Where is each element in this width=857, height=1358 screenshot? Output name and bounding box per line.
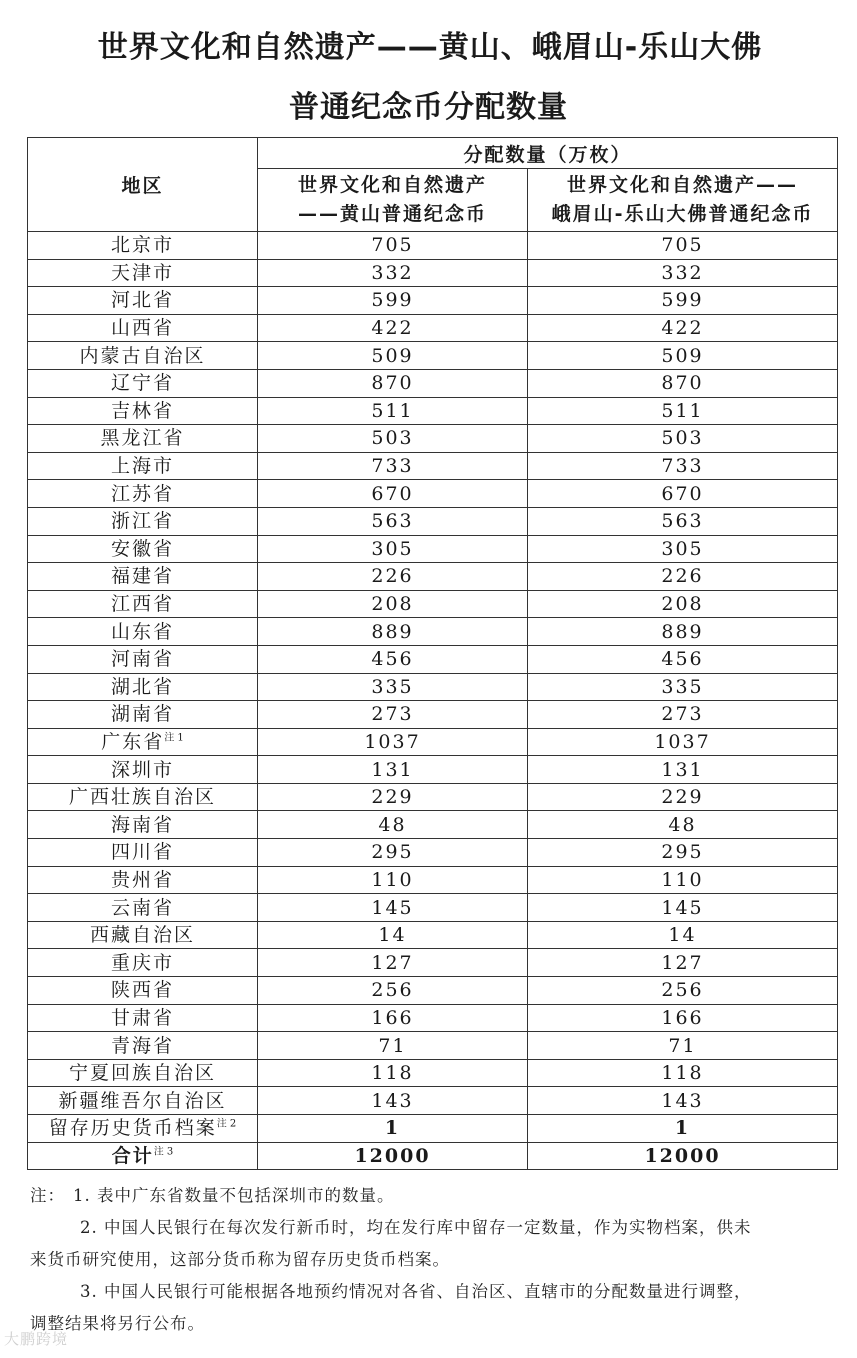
table-row — [28, 1087, 838, 1115]
table-row — [28, 783, 838, 811]
region-cell — [28, 563, 258, 591]
footnote-2-continued: 来货币研究使用，这部分货币称为留存历史货币档案。 — [30, 1250, 450, 1269]
footnote-marker: 注 2 — [216, 1118, 237, 1130]
region-cell — [28, 232, 258, 260]
region-name: 深圳市 — [110, 758, 174, 781]
region-name: 内蒙古自治区 — [79, 344, 206, 367]
region-cell — [28, 480, 258, 508]
region-name: 甘肃省 — [110, 1006, 174, 1029]
table-row — [28, 949, 838, 977]
huangshan-quantity-cell: 143 — [258, 1087, 528, 1115]
region-name: 广西壮族自治区 — [68, 786, 216, 809]
emeishan-quantity-cell: 166 — [528, 1004, 838, 1032]
table-row — [28, 232, 838, 260]
huangshan-quantity-cell: 208 — [258, 590, 528, 618]
table-row — [28, 921, 838, 949]
huangshan-quantity-cell: 705 — [258, 232, 528, 260]
header-line: 峨眉山-乐山大佛普通纪念币 — [551, 203, 814, 225]
emeishan-quantity-cell: 110 — [528, 866, 838, 894]
huangshan-quantity-cell: 889 — [258, 618, 528, 646]
header-line: 世界文化和自然遗产 — [297, 174, 487, 196]
region-name: 宁夏回族自治区 — [68, 1062, 216, 1085]
huangshan-quantity-cell: 511 — [258, 397, 528, 425]
region-cell — [28, 1032, 258, 1060]
region-cell — [28, 314, 258, 342]
footnote-prefix: 注： — [30, 1186, 65, 1205]
region-cell — [28, 342, 258, 370]
huangshan-quantity-cell: 110 — [258, 866, 528, 894]
table-row — [28, 1004, 838, 1032]
table-row — [28, 314, 838, 342]
region-name: 留存历史货币档案 — [48, 1117, 217, 1140]
region-cell — [28, 866, 258, 894]
table-row — [28, 645, 838, 673]
huangshan-quantity-cell: 273 — [258, 701, 528, 729]
emeishan-quantity-cell: 1037 — [528, 728, 838, 756]
region-cell — [28, 921, 258, 949]
emeishan-quantity-cell: 131 — [528, 756, 838, 784]
huangshan-quantity-cell: 226 — [258, 563, 528, 591]
region-cell — [28, 645, 258, 673]
emeishan-quantity-cell: 14 — [528, 921, 838, 949]
emeishan-quantity-cell: 670 — [528, 480, 838, 508]
region-name: 贵州省 — [110, 868, 174, 891]
table-row — [28, 1115, 838, 1143]
huangshan-quantity-cell: 131 — [258, 756, 528, 784]
huangshan-quantity-cell: 12000 — [258, 1142, 528, 1170]
emeishan-quantity-cell: 145 — [528, 894, 838, 922]
header-line: ——黄山普通纪念币 — [297, 203, 487, 225]
table-row — [28, 535, 838, 563]
region-name: 江苏省 — [110, 482, 174, 505]
region-cell — [28, 811, 258, 839]
emeishan-quantity-cell: 256 — [528, 977, 838, 1005]
table-row — [28, 977, 838, 1005]
emeishan-quantity-cell: 229 — [528, 783, 838, 811]
footnote-marker: 注 1 — [164, 732, 184, 744]
region-cell — [28, 452, 258, 480]
region-cell — [28, 1004, 258, 1032]
region-name: 天津市 — [110, 261, 174, 284]
region-cell — [28, 949, 258, 977]
table-row — [28, 811, 838, 839]
region-cell — [28, 425, 258, 453]
region-name: 上海市 — [110, 455, 174, 478]
table-row — [28, 507, 838, 535]
huangshan-quantity-cell: 127 — [258, 949, 528, 977]
emeishan-quantity-cell: 422 — [528, 314, 838, 342]
huangshan-quantity-cell: 295 — [258, 839, 528, 867]
region-name: 重庆市 — [110, 951, 174, 974]
region-cell — [28, 287, 258, 315]
emeishan-quantity-cell: 509 — [528, 342, 838, 370]
emeishan-quantity-cell: 273 — [528, 701, 838, 729]
footnote-1 — [30, 1180, 840, 1212]
region-name: 黑龙江省 — [100, 427, 185, 450]
emeishan-quantity-cell: 118 — [528, 1059, 838, 1087]
table-row — [28, 425, 838, 453]
footnote-text: 1. 表中广东省数量不包括深圳市的数量。 — [73, 1186, 395, 1205]
region-cell — [28, 673, 258, 701]
footnotes — [30, 1180, 840, 1340]
region-name: 海南省 — [110, 813, 174, 836]
document-title-line2: 普通纪念币分配数量 — [289, 90, 568, 125]
document-title-line1: 世界文化和自然遗产——黄山、峨眉山-乐山大佛 — [97, 30, 763, 65]
table-row — [28, 480, 838, 508]
region-name: 西藏自治区 — [89, 924, 195, 947]
region-name: 江西省 — [110, 593, 174, 616]
region-cell — [28, 1087, 258, 1115]
region-name: 新疆维吾尔自治区 — [58, 1089, 227, 1112]
region-cell — [28, 507, 258, 535]
region-cell — [28, 535, 258, 563]
emeishan-quantity-cell: 71 — [528, 1032, 838, 1060]
huangshan-quantity-cell: 599 — [258, 287, 528, 315]
region-name: 山东省 — [110, 620, 174, 643]
huangshan-quantity-cell: 733 — [258, 452, 528, 480]
region-name: 河北省 — [110, 289, 174, 312]
region-cell — [28, 977, 258, 1005]
emeishan-quantity-cell: 208 — [528, 590, 838, 618]
region-name: 北京市 — [110, 234, 174, 257]
table-row — [28, 866, 838, 894]
footnote-3-continued: 调整结果将另行公布。 — [30, 1314, 205, 1333]
huangshan-quantity-cell: 71 — [258, 1032, 528, 1060]
footnote-2: 2. 中国人民银行在每次发行新币时，均在发行库中留存一定数量，作为实物档案，供未 — [80, 1218, 752, 1237]
watermark: 大鹏跨境 — [4, 1330, 69, 1348]
emeishan-quantity-cell: 12000 — [528, 1142, 838, 1170]
allocation-group-header: 分配数量（万枚） — [258, 138, 838, 169]
table-row — [28, 397, 838, 425]
huangshan-quantity-cell: 166 — [258, 1004, 528, 1032]
huangshan-quantity-cell: 1 — [258, 1115, 528, 1143]
huangshan-quantity-cell: 305 — [258, 535, 528, 563]
region-name: 福建省 — [110, 565, 174, 588]
table-row — [28, 839, 838, 867]
huangshan-quantity-cell: 870 — [258, 369, 528, 397]
emeishan-quantity-cell: 733 — [528, 452, 838, 480]
region-cell — [28, 397, 258, 425]
region-name: 湖南省 — [110, 703, 174, 726]
table-row — [28, 701, 838, 729]
emeishan-quantity-cell: 295 — [528, 839, 838, 867]
region-cell — [28, 894, 258, 922]
huangshan-quantity-cell: 48 — [258, 811, 528, 839]
emeishan-quantity-cell: 503 — [528, 425, 838, 453]
emeishan-quantity-cell: 563 — [528, 507, 838, 535]
region-name: 浙江省 — [110, 510, 174, 533]
table-row — [28, 1142, 838, 1170]
huangshan-quantity-cell: 256 — [258, 977, 528, 1005]
table-body — [28, 232, 838, 1170]
table-row — [28, 1059, 838, 1087]
huangshan-quantity-cell: 335 — [258, 673, 528, 701]
region-cell — [28, 1059, 258, 1087]
region-cell — [28, 259, 258, 287]
region-cell — [28, 701, 258, 729]
table-row — [28, 287, 838, 315]
region-cell — [28, 783, 258, 811]
huangshan-quantity-cell: 509 — [258, 342, 528, 370]
table-row — [28, 756, 838, 784]
region-name: 安徽省 — [110, 537, 174, 560]
emeishan-quantity-cell: 143 — [528, 1087, 838, 1115]
region-name: 四川省 — [110, 841, 174, 864]
table-row — [28, 673, 838, 701]
table-row — [28, 894, 838, 922]
header-line: 世界文化和自然遗产—— — [567, 174, 799, 196]
region-cell — [28, 728, 258, 756]
huangshan-coin-column-header — [258, 169, 528, 232]
region-name: 青海省 — [110, 1034, 174, 1057]
table-row — [28, 342, 838, 370]
table-header-row — [28, 138, 838, 169]
table-row — [28, 452, 838, 480]
huangshan-quantity-cell: 118 — [258, 1059, 528, 1087]
emeishan-quantity-cell: 889 — [528, 618, 838, 646]
emeishan-quantity-cell: 511 — [528, 397, 838, 425]
region-name: 广东省 — [101, 730, 165, 753]
table-row — [28, 563, 838, 591]
footnote-3: 3. 中国人民银行可能根据各地预约情况对各省、自治区、直辖市的分配数量进行调整， — [80, 1282, 752, 1301]
region-cell — [28, 618, 258, 646]
region-name: 云南省 — [110, 896, 174, 919]
huangshan-quantity-cell: 145 — [258, 894, 528, 922]
emeishan-quantity-cell: 226 — [528, 563, 838, 591]
huangshan-quantity-cell: 1037 — [258, 728, 528, 756]
table-row — [28, 259, 838, 287]
huangshan-quantity-cell: 229 — [258, 783, 528, 811]
emeishan-quantity-cell: 705 — [528, 232, 838, 260]
huangshan-quantity-cell: 563 — [258, 507, 528, 535]
region-cell — [28, 839, 258, 867]
table-row — [28, 728, 838, 756]
region-cell — [28, 369, 258, 397]
region-column-header: 地区 — [28, 138, 258, 232]
huangshan-quantity-cell: 332 — [258, 259, 528, 287]
emeishan-quantity-cell: 456 — [528, 645, 838, 673]
huangshan-quantity-cell: 456 — [258, 645, 528, 673]
region-name: 湖北省 — [110, 675, 174, 698]
emeishan-quantity-cell: 870 — [528, 369, 838, 397]
table-row — [28, 618, 838, 646]
emeishan-quantity-cell: 48 — [528, 811, 838, 839]
huangshan-quantity-cell: 14 — [258, 921, 528, 949]
region-name: 陕西省 — [110, 979, 174, 1002]
emeishan-quantity-cell: 1 — [528, 1115, 838, 1143]
region-name: 辽宁省 — [110, 372, 174, 395]
table-row — [28, 1032, 838, 1060]
region-cell — [28, 756, 258, 784]
table-row — [28, 590, 838, 618]
region-name: 山西省 — [110, 317, 174, 340]
emeishan-quantity-cell: 305 — [528, 535, 838, 563]
emeishan-quantity-cell: 335 — [528, 673, 838, 701]
table-row — [28, 369, 838, 397]
region-name: 河南省 — [110, 648, 174, 671]
emeishan-quantity-cell: 599 — [528, 287, 838, 315]
region-name: 合计 — [111, 1144, 154, 1167]
emeishan-quantity-cell: 332 — [528, 259, 838, 287]
huangshan-quantity-cell: 670 — [258, 480, 528, 508]
huangshan-quantity-cell: 422 — [258, 314, 528, 342]
huangshan-quantity-cell: 503 — [258, 425, 528, 453]
region-cell — [28, 1142, 258, 1170]
emeishan-quantity-cell: 127 — [528, 949, 838, 977]
region-name: 吉林省 — [110, 399, 174, 422]
allocation-table — [27, 137, 838, 1170]
footnote-marker: 注 3 — [153, 1146, 174, 1158]
emeishan-coin-column-header — [528, 169, 838, 232]
region-cell — [28, 1115, 258, 1143]
region-cell — [28, 590, 258, 618]
